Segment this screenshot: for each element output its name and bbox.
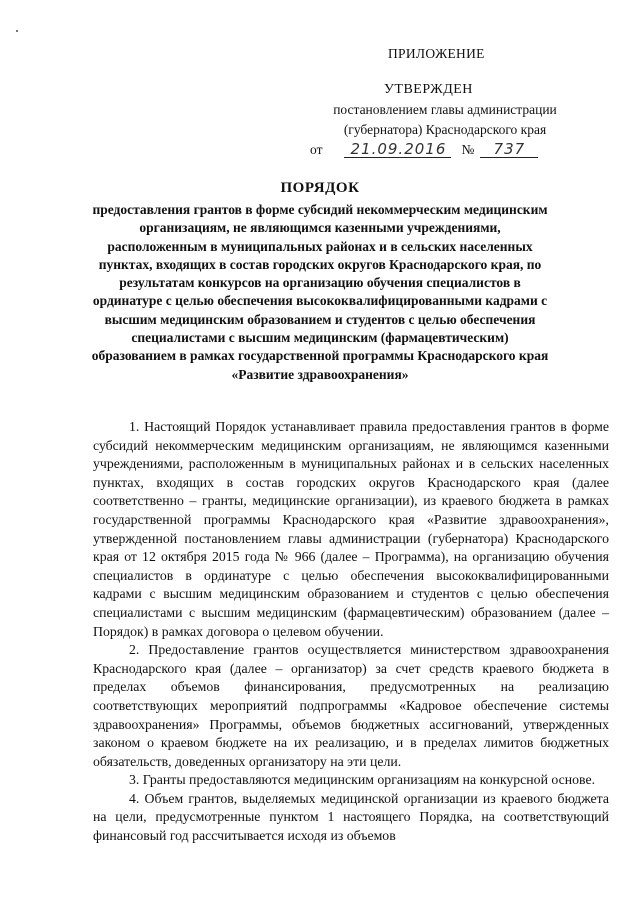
paragraph-3: 3. Гранты предоставляются медицинским организациям на конкурсной основе.: [129, 772, 596, 788]
document-subtitle: предоставления грантов в форме субсидий некоммерческим медицинским организациям, не являющимся казенными учреждениями, расположенным в муниципальных районах и в сельских населенных пунктах, входящих в состав городских округов Краснодарского края, по результатам конкурсов на организацию обучения специалистов в ординатуре с целью обеспечения высококвалифицированными кадрами с высшим медицинским образованием и студентов с целью обеспечения специалистами с высшим медицинским (фармацевтическим) образованием в рамках государственной программы Краснодарского края «Развитие здравоохранения»: [91, 202, 549, 382]
paragraph-2: 2. Предоставление грантов осуществляется министерством здравоохранения Краснодарского края (далее – организатор) за счет средств краевого бюджета в пределах объемов финансирования, предусмотренных на реализацию соответствующих мероприятий подпрограммы «Кадровое обеспечение системы здравоохранения» Программы, объемов бюджетных ассигнований, утвержденных законом о краевом бюджете на их реализацию, и в пределах лимитов бюджетных обязательств, доведенных организатору на эти цели.: [93, 642, 609, 769]
decree-line-2: (губернатора) Краснодарского края: [343, 122, 547, 137]
from-label: от: [310, 142, 323, 157]
approved-label: УТВЕРЖДЕН: [384, 82, 473, 97]
paragraph-4: 4. Объем грантов, выделяемых медицинской организации из краевого бюджета на цели, предусмотренные пунктом 1 настоящего Порядка, на соответствующий финансовый год рассчитывается исходя из объемов: [93, 790, 609, 844]
appendix-label: ПРИЛОЖЕНИЕ: [388, 46, 485, 61]
decree-line-1: постановлением главы администрации: [333, 102, 557, 117]
document-title-block: [90, 180, 550, 384]
handwritten-number: 737: [480, 141, 538, 158]
document-title: ПОРЯДОК: [280, 180, 360, 196]
document-body: [93, 418, 609, 846]
scan-speck: [16, 30, 18, 32]
handwritten-date: 21.09.2016: [344, 141, 451, 158]
approval-header: [300, 44, 590, 160]
number-label: №: [461, 142, 475, 157]
paragraph-1: 1. Настоящий Порядок устанавливает правила предоставления грантов в форме субсидий некоммерческим медицинским организациям, не являющимся казенными учреждениями, расположенным в муниципальных районах и в сельских населенных пунктах, входящих в состав городских округов Краснодарского края (далее соответственно – гранты, медицинские организации), из краевого бюджета в рамках государственной программы Краснодарского края «Развитие здравоохранения», утвержденной постановлением главы администрации (губернатора) Краснодарского края от 12 октября 2015 года № 966 (далее – Программа), на организацию обучения специалистов в ординатуре с целью обеспечения высококвалифицированными кадрами с высшим медицинским образованием и студентов с целью обеспечения специалистами с высшим медицинским (фармацевтическим) образованием (далее – Порядок) в рамках договора о целевом обучении.: [93, 419, 609, 639]
date-number-line: [310, 140, 590, 160]
